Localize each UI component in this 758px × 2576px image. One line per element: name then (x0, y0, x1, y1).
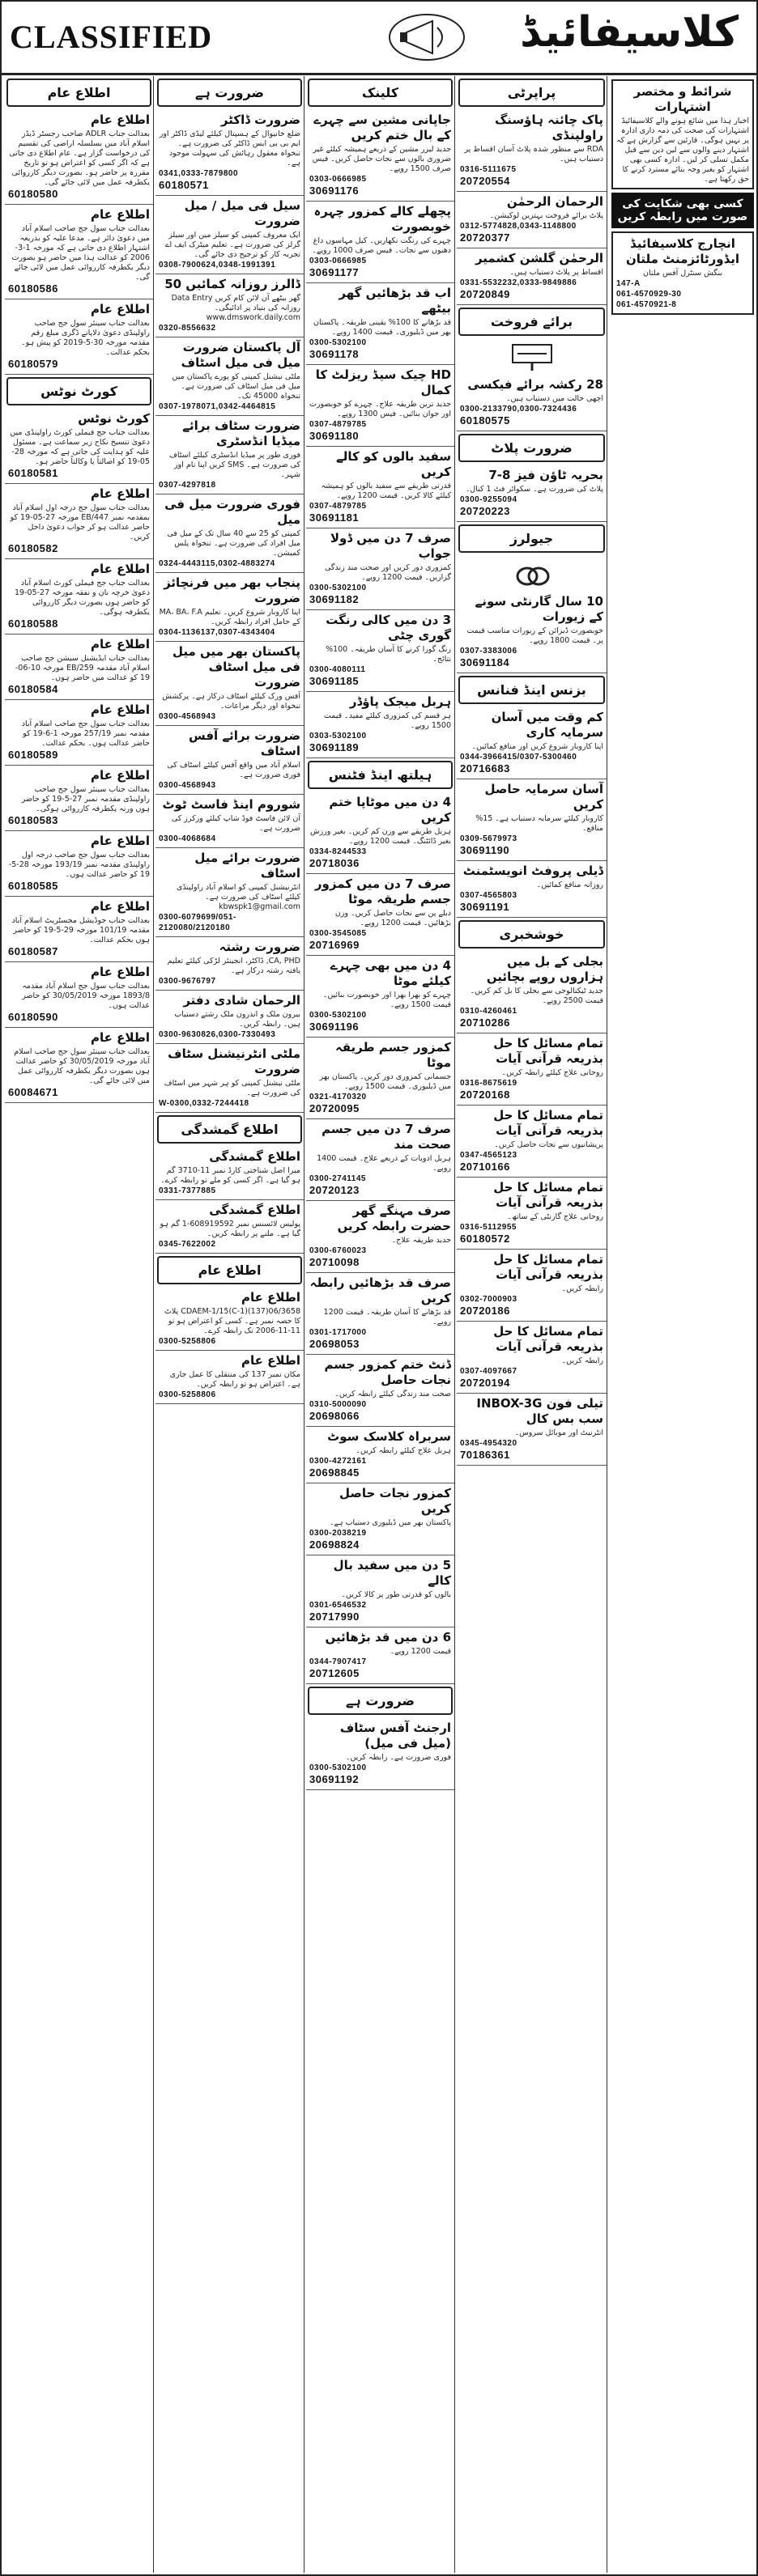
column-terms (609, 76, 756, 2573)
ad-notice: اطلاع عام بعدالت جناب ADLR صاحب رجسٹر ڈیڈز اسلام آباد میں بسلسلہ اراضی کی تقسیم کی درخواست گزار ہے۔ عام اطلاع دی جاتی ہے کہ اگر کسی کو اعتراض ہو تو تاریخ مقررہ پر حاضر ہو۔ بصورت دیگر کارروائی یکطرفہ عمل میں لائی جائے گی۔ 60180580 (5, 110, 153, 205)
ad-job: پنجاب بھر میں فرنچائز ضرورت اپنا کاروبار شروع کریں۔ تعلیم MA، BA، F.A کے حامل افراد رابطہ کریں۔ 0304-1136137,0307-4343404 (155, 573, 304, 642)
column-notices (5, 76, 153, 2573)
column-property-business (457, 76, 607, 2573)
section-heading: بزنس اینڈ فنانس (458, 676, 605, 704)
ad-health: پچھلے کالے کمزور چہرہ خوبصورت چہرے کی رنگت نکھاریں۔ کیل مہاسوں داغ دھبوں سے نجات۔ فیس صرف 1000 روپے۔ 0303-0666985 30691177 (306, 202, 454, 283)
section-heading: ضرورت ہے (157, 79, 302, 107)
ad-job: سیل فی میل / میل ضرورت ایک معروف کمپنی کو سیلز مین اور سیلز گرلز کی ضرورت ہے۔ تعلیم میٹرک ایف اے تجربہ کار کو ترجیح دی جائے گی۔ 0308-7900624,0348-1991391 (155, 196, 304, 274)
ad-job: ڈالرز روزانہ کمائیں 50 گھر بیٹھے آن لائن کام کریں Data Entry روزانہ کی بنیاد پر ادائیگی۔ www.dmswork.daily.com 0320-8556632 (155, 274, 304, 337)
section-heading: پراپرٹی (458, 79, 605, 107)
section-heading: کلینک (308, 79, 453, 107)
ad-property: الرحمٰن گلشن کشمیر اقساط پر پلاٹ دستیاب ہیں۔ 0331-5532232,0333-9849886 20720849 (457, 248, 607, 305)
section-heading: اطلاع عام (6, 79, 151, 107)
ad-spiritual: تمام مسائل کا حل بذریعہ قرآنی آیات پریشانیوں سے نجات حاصل کریں۔ 0347-4565123 20710166 (457, 1106, 607, 1178)
ad-health: کمزور نجات حاصل کریں پاکستان بھر میں ڈیلیوری دستیاب ہے۔ 0300-2038219 20698824 (306, 1483, 454, 1555)
ad-notice: اطلاع عام بعدالت جناب جوڈیشل مجسٹریٹ اسلام آباد مقدمہ 101/19 مورخہ 29-5-19 کو حاضر ہوں بحکم عدالت۔ 60180587 (5, 897, 153, 962)
ad-job: ضرورت سٹاف برائے میڈیا انڈسٹری فوری طور پر میڈیا انڈسٹری کیلئے اسٹاف کی ضرورت ہے۔ SMS کریں اپنا نام اور شہر۔ 0307-4297818 (155, 416, 304, 494)
ad-health: صرف 7 دن میں جسم صحت مند ہربل ادویات کے ذریعے علاج۔ قیمت 1400 روپے۔ 0300-2741145 20720123 (306, 1119, 454, 1201)
ad-notice: اطلاع عام بعدالت جناب جج فیملی کورٹ اسلام آباد دعویٰ خرچہ نان و نفقہ مورخہ 27-05-19 کو حاضر ہوں بصورت دیگر کارروائی یکطرفہ ہوگی۔ 60180588 (5, 559, 153, 634)
ad-health: ہربل میجک پاؤڈر ہر قسم کی کمزوری کیلئے مفید۔ قیمت 1500 روپے۔ 0303-5302100 30691189 (306, 692, 454, 758)
title-urdu: کلاسیفائیڈ (520, 8, 739, 57)
ad-spiritual: تمام مسائل کا حل بذریعہ قرآنی آیات رابطہ کریں۔ 0307-4097667 20720194 (457, 1322, 607, 1394)
ad-notice: اطلاع عام بعدالت جناب سول جج صاحب اسلام آباد میں دعویٰ دائر ہے۔ مدعا علیہ کو بذریعہ اشتہار اطلاع دی جاتی ہے کہ مورخہ 1-3-2006 کو عدالت ہذا میں حاضر ہو بصورت دیگر یکطرفہ کارروائی عمل میں لائی جائے گی۔ 60180586 (5, 205, 153, 299)
terms-box (611, 79, 754, 189)
ad-job: آل پاکستان ضرورت میل فی میل اسٹاف ملٹی نیشنل کمپنی کو پورے پاکستان میں میل فی میل اسٹاف کی ضرورت ہے۔ تنخواہ 45000 تک۔ 0307-1978071,0342-4464815 (155, 337, 304, 416)
section-heading: اطلاع عام (157, 1256, 302, 1284)
for-sale-sign-icon (508, 340, 556, 372)
contact-box: انچارج کلاسیفائیڈ ایڈورٹائزمنٹ ملتان بنگش سنٹرل آفس ملتان 147-A 061-4570929-30 061-4570921-8 (611, 231, 754, 315)
ad-lost: اطلاع گمشدگی پولیس لائسنس نمبر 608919592-1 گم ہو گیا ہے۔ ملنے پر رابطہ کریں۔ 0345-7622002 (155, 1200, 304, 1254)
ad-notice: اطلاع عام بعدالت جناب سینئر سول جج صاحب راولپنڈی دعویٰ دلاپانے ڈگری مبلغ رقم مقدمہ مورخہ 30-5-2019 کو پیش ہو۔ بحکم عدالت۔ 60180579 (5, 299, 153, 375)
ad-notice: اطلاع عام بعدالت جناب ایڈیشنل سیشن جج صاحب اسلام آباد مقدمہ 259/EB مورخہ 10-06-19 کو عدالت میں حاضر ہوں۔ 60180584 (5, 634, 153, 700)
section-heading: ہیلتھ اینڈ فٹنس (308, 761, 453, 789)
ad-notice: اطلاع عام بعدالت جناب سینئر سول جج صاحب اسلام آباد مورخہ 30/05/2019 کو حاضر عدالت ہوں بصورت دیگر یکطرفہ کارروائی عمل میں لائی جائے گی۔ 60084671 (5, 1028, 153, 1103)
ad-health: سفید بالوں کو کالے کریں قدرتی طریقے سے سفید بالوں کو ہمیشہ کیلئے کالا کریں۔ قیمت 1200 روپے۔ 0307-4879785 30691181 (306, 447, 454, 528)
column-jobs (155, 76, 304, 2573)
ad-matrimonial: الرحمان شادی دفتر بیرون ملک و اندرون ملک رشتے دستیاب ہیں۔ رابطہ کریں۔ 0300-9630826,0300-7330493 (155, 991, 304, 1044)
section-heading: ضرورت ہے (308, 1687, 453, 1715)
ad-spiritual: تمام مسائل کا حل بذریعہ قرآنی آیات روحانی علاج کیلئے رابطہ کریں۔ 0316-8675619 20720168 (457, 1033, 607, 1106)
ad-health: HD چیک سیڈ ریزلٹ کا کمال جدید ترین طریقہ علاج۔ چہرے کو خوبصورت اور جوان بنائیں۔ فیس 1300 روپے۔ 0307-4879785 30691180 (306, 365, 454, 447)
complaint-banner: کسی بھی شکایت کی صورت میں رابطہ کریں (611, 193, 754, 228)
ad-notice: اطلاع عام مکان نمبر 137 کی منتقلی کا عمل جاری ہے۔ اعتراض ہو تو رابطہ کریں۔ 0300-5258806 (155, 1351, 304, 1404)
section-heading: کورٹ نوٹس (6, 377, 151, 405)
ad-property: الرحمان الرحمٰن پلاٹ برائے فروخت بہترین لوکیشن۔ 0312-5774828,0343-1148800 20720377 (457, 192, 607, 248)
ad-notice: اطلاع عام بعدالت جناب سول جج صاحب اسلام آباد مقدمہ نمبر 257/19 مورخہ 1-6-19 کو حاضر عدالت ہوں۔ بحکم عدالت۔ 60180589 (5, 700, 153, 766)
ad-notice: اطلاع عام بعدالت جناب سول جج اسلام آباد مقدمہ 1893/8 مورخہ 30/05/2019 کو حاضر عدالت ہوں۔ 60180590 (5, 962, 153, 1028)
ad-job: ضرورت ڈاکٹر ضلع خانیوال کے ہسپتال کیلئے لیڈی ڈاکٹر اور ایم بی بی ایس ڈاکٹر کی ضرورت ہے۔ تنخواہ معقول رہائش کی سہولت موجود ہے۔ 0341,0333-7879800 60180571 (155, 110, 304, 196)
section-heading: خوشخبری (458, 920, 605, 948)
ad-health: 4 دن میں بھی چہرے کیلئے موٹا چہرے کو بھرا بھرا اور خوبصورت بنائیں۔ قیمت 1500 روپے۔ 0300-5302100 30691196 (306, 956, 454, 1038)
ad-health: صرف 7 دن میں ڈولا جواب کمزوری دور کریں اور صحت مند زندگی گزاریں۔ قیمت 1200 روپے۔ 0300-5302100 30691182 (306, 528, 454, 610)
ad-health: سربراہ کلاسک سوٹ ہربل علاج کیلئے رابطہ کریں۔ 0300-4272161 20698845 (306, 1427, 454, 1483)
ad-job: ضرورت برائے میل اسٹاف انٹرنیشنل کمپنی کو اسلام آباد راولپنڈی کیلئے اسٹاف کی ضرورت ہے۔ kbwspk1@gmail.com 0300-6079699/051-2120080/2120180 (155, 848, 304, 937)
ad-job: پاکستان بھر میں میل فی میل اسٹاف ضرورت آفس ورک کیلئے اسٹاف درکار ہے۔ پرکشش تنخواہ اور دیگر مراعات۔ 0300-4568943 (155, 642, 304, 726)
ad-lost: اطلاع گمشدگی میرا اصل شناختی کارڈ نمبر 11-3710 گم ہو گیا ہے۔ اگر کسی کو ملے تو رابطہ کرے۔ 0331-7377885 (155, 1147, 304, 1200)
ad-notice: اطلاع عام بعدالت جناب سول جج درجہ اول اسلام آباد بمقدمہ نمبر 447/EB مورخہ 27-05-19 کو حاضر عدالت ہو کر جواب دعویٰ داخل کریں۔ 60180582 (5, 484, 153, 559)
megaphone-icon (382, 8, 471, 66)
page-header (2, 2, 756, 75)
ad-property: بحریہ ٹاؤن فیز 8-7 پلاٹ کی ضرورت ہے۔ سکوائر فٹ 1 کنال۔ 0300-9255094 20720223 (457, 465, 607, 522)
ad-health: ڈنٹ ختم کمزور جسم نجات حاصل صحت مند زندگی کیلئے رابطہ کریں۔ 0310-5000090 20698066 (306, 1355, 454, 1427)
ad-business: ڈیلی پروفٹ انویسٹمنٹ روزانہ منافع کمائیں۔ 0307-4565803 30691191 (457, 861, 607, 918)
ad-offer: بجلی کے بل میں ہزاروں روپے بچائیں جدید ٹیکنالوجی سے بجلی کا بل کم کریں۔ قیمت 2500 روپے۔ 0310-4260461 20710286 (457, 952, 607, 1033)
ad-matrimonial: ضرورت رشتہ CA, PHD, ڈاکٹر، انجینئر لڑکی کیلئے تعلیم یافتہ رشتہ درکار ہے۔ 0300-9676797 (155, 937, 304, 991)
ad-job: فوری ضرورت میل فی میل کمپنی کو 25 سے 40 سال تک کے میل فی میل افراد کی ضرورت ہے۔ تنخواہ پلس کمیشن۔ 0324-4443115,0302-4883274 (155, 494, 304, 573)
column-health (306, 76, 454, 2573)
ad-health: اب قد بڑھائیں گھر بیٹھے قد بڑھانے کا 100% یقینی طریقہ۔ پاکستان بھر میں ڈیلیوری۔ قیمت 1400 روپے۔ 0300-5302100 30691178 (306, 283, 454, 365)
ad-job: ارجنٹ آفس سٹاف (میل فی میل) فوری ضرورت ہے۔ رابطہ کریں۔ 0300-5302100 30691192 (306, 1718, 454, 1790)
title-english: CLASSIFIED (10, 19, 213, 55)
ad-health: کمزور جسم طریقہ موٹا جسمانی کمزوری دور کریں۔ پاکستان بھر میں ڈیلیوری۔ قیمت 1500 روپے۔ 0321-4170320 20720095 (306, 1038, 454, 1119)
ad-job: ضرورت برائے آفس اسٹاف اسلام آباد میں واقع آفس کیلئے اسٹاف کی فوری ضرورت ہے۔ 0300-4568943 (155, 726, 304, 795)
ad-notice: کورٹ نوٹس بعدالت جناب جج فیملی کورٹ راولپنڈی میں دعویٰ تنسیخ نکاح زیر سماعت ہے۔ مسئول علیہ کو ہدایت کی جاتی ہے کہ مورخہ 28-05-19 کو اصالتاً یا وکالتاً حاضر ہو۔ 60180581 (5, 409, 153, 484)
ad-health: صرف قد بڑھائیں رابطہ کریں قد بڑھانے کا آسان طریقہ۔ قیمت 1200 روپے۔ 0301-1717000 20698053 (306, 1273, 454, 1355)
section-heading: اطلاع گمشدگی (157, 1115, 302, 1144)
ad-sale: 28 رکشہ برائے فیکسی اچھی حالت میں دستیاب ہیں۔ 0300-2133790,0300-7324436 60180575 (457, 375, 607, 431)
ad-telecom: تیلی فون INBOX-3G سب بس کال انٹرنیٹ اور موبائل سروس۔ 0345-4954320 70186361 (457, 1394, 607, 1466)
ad-spiritual: تمام مسائل کا حل بذریعہ قرآنی آیات روحانی علاج گارنٹی کے ساتھ۔ 0316-5112955 60180572 (457, 1178, 607, 1250)
ad-business: آسان سرمایہ حاصل کریں کاروبار کیلئے سرمایہ دستیاب ہے۔ 15% منافع۔ 0309-5679973 30691190 (457, 779, 607, 861)
ad-health: 3 دن میں کالی رنگت گوری چٹی رنگ گورا کرنے کا آسان طریقہ۔ 100% نتائج۔ 0300-4080111 30691185 (306, 610, 454, 692)
ad-health: جاپانی مشین سے چہرے کے بال ختم کریں جدید لیزر مشین کے ذریعے ہمیشہ کیلئے غیر ضروری بالوں سے نجات حاصل کریں۔ فیس صرف 1500 روپے۔ 0303-0666985 30691176 (306, 110, 454, 202)
section-heading: جیولرز (458, 524, 605, 553)
ad-health: صرف 7 دن میں کمزور جسم طریقہ موٹا دبلے پن سے نجات حاصل کریں۔ وزن بڑھائیں۔ قیمت 1200 روپے۔ 0300-3545085 20716969 (306, 874, 454, 956)
ad-property: پاک چائنہ ہاؤسنگ راولپنڈی RDA سے منظور شدہ پلاٹ آسان اقساط پر دستیاب ہیں۔ 0316-5111675 20720554 (457, 110, 607, 192)
terms-body: اخبار ہذا میں شائع ہونے والے کلاسیفائیڈ اشتہارات کی صحت کی ذمہ داری ادارہ پر نہیں ہوگی۔ قارئین سے گزارش ہے کہ اشتہار دینے والوں سے لین دین سے قبل مکمل تسلی کر لیں۔ ادارہ کسی بھی اشتہار کو بغیر وجہ بتائے مسترد کرنے کا حق رکھتا ہے۔ (616, 117, 749, 184)
ad-health: 6 دن میں قد بڑھائیں قیمت 1200 روپے۔ 0344-7907417 20712605 (306, 1628, 454, 1684)
ad-health: صرف مہنگے گھر حضرت رابطہ کریں جدید طریقہ علاج۔ 0300-6760023 20710098 (306, 1201, 454, 1273)
ad-notice: اطلاع عام CDAEM-1/15(C-1)(137)06/3658 پلاٹ کا حصہ نمبر ہے۔ کسی کو اعتراض ہو تو 11-11-2006 تک رابطہ کرے۔ 0300-5258806 (155, 1288, 304, 1351)
ad-job: شوروم اینڈ فاسٹ ٹوٹ آن لائن فاسٹ فوڈ شاپ کیلئے ورکرز کی ضرورت ہے۔ 0300-4068684 (155, 795, 304, 848)
ad-notice: اطلاع عام بعدالت جناب سینئر سول جج صاحب راولپنڈی مقدمہ نمبر 27-5-19 کو حاضر ہوں ورنہ یکطرفہ کارروائی ہوگی۔ 60180583 (5, 766, 153, 831)
ad-notice: اطلاع عام بعدالت جناب سول جج صاحب درجہ اول راولپنڈی مقدمہ نمبر 193/19 مورخہ 28-5-19 کو حاضر عدالت ہوں۔ 60180585 (5, 831, 153, 897)
section-heading: برائے فروخت (458, 308, 605, 336)
ad-job: ملٹی انٹرنیشنل سٹاف ضرورت ملٹی نیشنل کمپنی کو ہر شہر میں اسٹاف کی ضرورت ہے۔ W-0300,0332-7244418 (155, 1044, 304, 1113)
terms-title: شرائط و مختصر اشتہارات (633, 84, 732, 114)
ad-spiritual: تمام مسائل کا حل بذریعہ قرآنی آیات رابطہ کریں۔ 0302-7000903 20720186 (457, 1250, 607, 1322)
ad-health: 5 دن میں سفید بال کالے بالوں کو قدرتی طور پر کالا کریں۔ 0301-6546532 20717990 (306, 1555, 454, 1628)
ad-jewellery: 10 سال گارنٹی سونے کے زیورات خوبصورت ڈیزائن کے زیورات مناسب قیمت پر۔ قیمت 1800 روپے۔ 0307-3383006 30691184 (457, 592, 607, 673)
ad-health: 4 دن میں موٹاپا ختم کریں ہربل طریقے سے وزن کم کریں۔ بغیر ورزش بغیر ڈائٹنگ۔ قیمت 1200 روپے۔ 0334-8244533 20718036 (306, 792, 454, 874)
ring-icon (508, 557, 556, 589)
ad-business: کم وقت میں آسان سرمایہ کاری اپنا کاروبار شروع کریں اور منافع کمائیں۔ 0344-3966415/0307-5300460 20716683 (457, 707, 607, 779)
section-heading: ضرورت پلاٹ (458, 434, 605, 462)
